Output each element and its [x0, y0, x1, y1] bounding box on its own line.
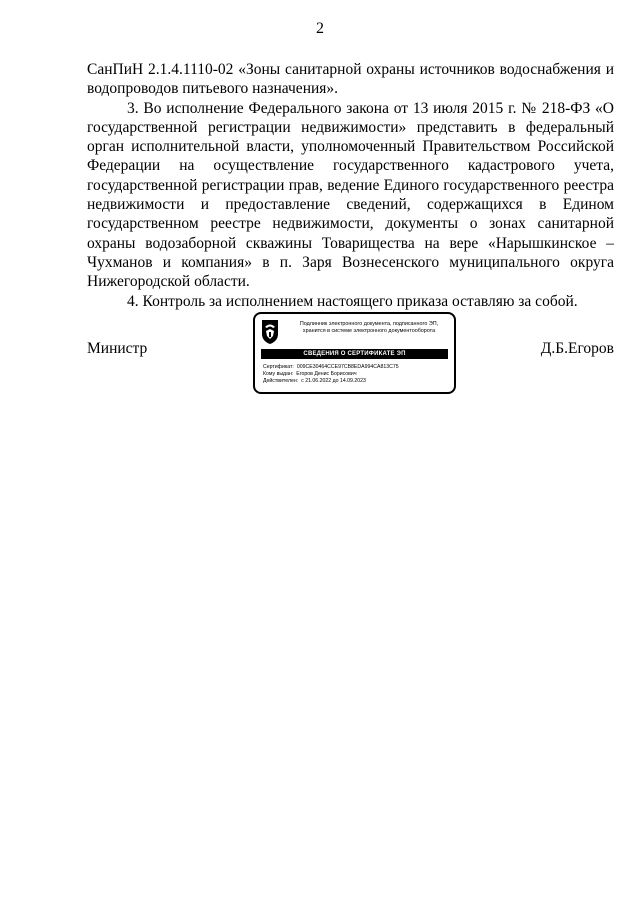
page-number: 2	[316, 20, 324, 37]
signer-name: Д.Б.Егоров	[540, 340, 614, 357]
signer-position: Министр	[87, 340, 148, 357]
paragraph-sanpin: СанПиН 2.1.4.1110-02 «Зоны санитарной охраны источников водоснабжения и водопроводов питьевого назначения».	[87, 61, 614, 98]
stamp-title: СВЕДЕНИЯ О СЕРТИФИКАТЕ ЭП	[261, 349, 448, 359]
document-body	[87, 60, 614, 311]
stamp-issued-row	[263, 371, 449, 378]
valid-label: Действителен:	[263, 378, 299, 384]
electronic-signature-stamp	[253, 312, 456, 394]
stamp-header-line-2: хранится в системе электронного документооборота	[302, 327, 436, 334]
stamp-valid-row	[263, 378, 449, 385]
issued-to-label: Кому выдан:	[263, 371, 294, 377]
stamp-details	[263, 364, 449, 385]
paragraph-4: 4. Контроль за исполнением настоящего приказа оставляю за собой.	[127, 292, 578, 310]
coat-of-arms-icon	[261, 319, 279, 345]
stamp-certificate-row	[263, 364, 449, 371]
valid-value: с 21.06.2022 до 14.09.2023	[301, 378, 366, 384]
issued-to-value: Егоров Денис Борисович	[296, 371, 357, 377]
stamp-header-line-1: Подлинник электронного документа, подписанного ЭП,	[299, 321, 439, 327]
stamp-header	[285, 321, 453, 335]
certificate-value: 009CE30464CCE97CB8EDA994CA813C75	[296, 364, 399, 370]
paragraph-3: 3. Во исполнение Федерального закона от 13 июля 2015 г. № 218-ФЗ «О государственной регистрации недвижимости» представить в федеральный орган исполнительной власти, уполномоченный Правительством Российской Федерации на осуществление государственного кадастрового учета, государственной регистрации прав, ведение Единого государственного реестра недвижимости и предоставление сведений, содержащихся в Едином государственном реестре недвижимости, документы о зонах санитарной охраны водозаборной скважины Товарищества на вере «Нарышкинское – Чухманов и компания» в п. Заря Вознесенского муниципального округа Нижегородской области.	[87, 99, 614, 291]
certificate-label: Сертификат:	[263, 364, 294, 370]
